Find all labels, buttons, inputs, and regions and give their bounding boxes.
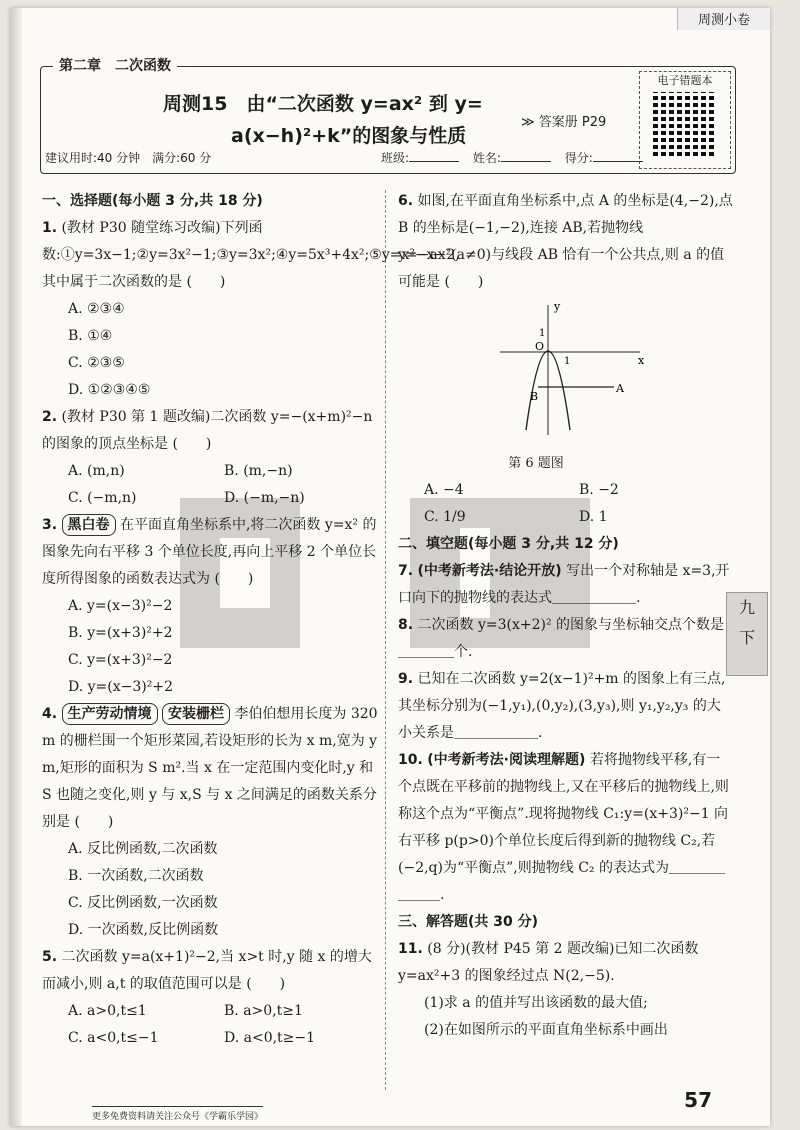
q3-text: 在平面直角坐标系中,将二次函数 y=x² 的图象先向右平移 3 个单位长度,再向上平移 2 个单位长度所得图象的函数表达式为 ( ) [42,517,377,587]
q7-number: 7. [398,563,414,579]
page-spine [10,8,22,1126]
q4-tag-2: 安装栅栏 [162,703,230,725]
q1-option-a[interactable]: A. ②③④ [68,301,125,317]
title-line-1: 周测15 由“二次函数 y=ax² 到 y= [163,93,483,115]
q7-tag: (中考新考法·结论开放) [417,563,562,579]
q6-option-a[interactable]: A. −4 [424,482,464,498]
q11-number: 11. [398,941,423,957]
q9-number: 9. [398,671,414,687]
q2-number: 2. [42,409,58,425]
name-field[interactable] [501,161,551,162]
q6-option-b[interactable]: B. −2 [579,482,619,498]
q4-tag-1: 生产劳动情境 [62,703,158,725]
q10-number: 10. [398,752,423,768]
section-choice-heading: 一、选择题(每小题 3 分,共 18 分) [42,193,263,209]
q6-figure [490,300,650,440]
score-label: 得分: [564,151,593,165]
x-axis-label: x [638,354,645,367]
page-number: 57 [684,1088,712,1112]
q1-number: 1. [42,220,58,236]
q11-subquestion-2: (2)在如图所示的平面直角坐标系中画出 [424,1022,668,1038]
q6-number: 6. [398,193,414,209]
origin-label: O [535,340,545,353]
q1-option-b[interactable]: B. ①④ [68,328,113,344]
score-field[interactable] [593,161,643,162]
question-1 [42,215,460,404]
q2-option-c[interactable]: C. (−m,n) [68,490,137,506]
section-answer-heading: 三、解答题(共 30 分) [398,914,539,930]
answer-reference: ≫ 答案册 P29 [521,115,607,130]
section-fill-heading: 二、填空题(每小题 3 分,共 12 分) [398,536,619,552]
question-7 [398,558,734,612]
q10-tag: (中考新考法·阅读理解题) [427,752,586,768]
q4-option-b[interactable]: B. 一次函数,二次函数 [68,868,204,884]
q4-number: 4. [42,706,58,722]
q5-options-row-1 [42,998,380,1025]
qr-box[interactable] [639,71,731,169]
q3-option-c[interactable]: C. y=(x+3)²−2 [68,652,173,668]
q2-text: (教材 P30 第 1 题改编)二次函数 y=−(x+m)²−n 的图象的顶点坐标是 ( ) [42,409,373,452]
q11-text: (8 分)(教材 P45 第 2 题改编)已知二次函数 y=ax²+3 的图象经过点 N(2,−5). [398,941,699,984]
q6-options-row-2 [398,504,734,531]
question-4 [42,701,380,944]
time-score-meta: 建议用时:40 分钟 满分:60 分 [45,151,212,165]
q7-text: 写出一个对称轴是 x=3,开口向下的抛物线的表达式＿＿＿＿＿＿. [398,563,730,606]
q5-option-c[interactable]: C. a<0,t≤−1 [68,1030,159,1046]
side-tab-line-1: 九 [738,598,755,617]
question-10 [398,747,734,909]
q6-text: 如图,在平面直角坐标系中,点 A 的坐标是(4,−2),点 B 的坐标是(−1,−2),连接 AB,若抛物线 y=−ax²(a≠0)与线段 AB 恰有一个公共点,则 a 的值可能是 ( ) [398,193,733,290]
q5-options-row-2 [42,1025,380,1052]
q10-text: 若将抛物线平移,有一个点既在平移前的抛物线上,又在平移后的抛物线上,则称这个点为“平衡点”.现将抛物线 C₁:y=(x+3)²−1 向右平移 p(p>0)个单位长度后得到新的抛物线 C₂,若(−2,q)为“平衡点”,则抛物线 C₂ 的表达式为＿＿＿＿＿＿＿. [398,752,729,903]
q1-option-c[interactable]: C. ②③⑤ [68,355,125,371]
q8-number: 8. [398,617,414,633]
q2-options-row-2 [42,485,380,512]
test-header [40,58,736,174]
q5-option-b[interactable]: B. a>0,t≥1 [224,1003,303,1019]
q5-number: 5. [42,949,58,965]
class-field[interactable] [409,161,459,162]
q2-option-b[interactable]: B. (m,−n) [224,463,293,479]
q6-option-c[interactable]: C. 1/9 [424,509,466,525]
question-6 [398,188,734,531]
right-column [398,188,734,1044]
qr-code-icon[interactable] [653,92,717,156]
q6-caption: 第 6 题图 [508,456,564,471]
y-unit-label: 1 [539,328,546,339]
question-8 [398,612,734,666]
q11-subquestion-1: (1)求 a 的值并写出该函数的最大值; [424,995,648,1011]
q1-option-d[interactable]: D. ①②③④⑤ [68,382,151,398]
q4-option-c[interactable]: C. 反比例函数,一次函数 [68,895,218,911]
q6-option-d[interactable]: D. 1 [579,509,608,525]
grade-side-tab [726,592,768,676]
q8-text: 二次函数 y=3(x+2)² 的图象与坐标轴交点个数是＿＿＿＿个. [398,617,725,660]
q5-option-a[interactable]: A. a>0,t≤1 [68,1003,147,1019]
question-3 [42,512,380,701]
question-9 [398,666,734,747]
chapter-label: 第二章 二次函数 [53,55,177,75]
title-line-2: a(x−h)²+k”的图象与性质 [231,125,467,147]
qr-label: 电子错题本 [657,74,713,87]
point-b-label: B [530,390,539,403]
q4-option-d[interactable]: D. 一次函数,反比例函数 [68,922,219,938]
side-tab-line-2: 下 [738,628,755,647]
q3-option-a[interactable]: A. y=(x−3)²−2 [68,598,173,614]
top-tag: 周测小卷 [677,8,770,30]
q2-option-d[interactable]: D. (−m,−n) [224,490,305,506]
question-5 [42,944,380,1052]
q5-option-d[interactable]: D. a<0,t≥−1 [224,1030,316,1046]
q6-options-row-1 [398,477,734,504]
point-a-label: A [616,382,624,395]
q5-text: 二次函数 y=a(x+1)²−2,当 x>t 时,y 随 x 的增大而减小,则 a,t 的取值范围可以是 ( ) [42,949,372,992]
student-info [381,149,653,166]
q4-option-a[interactable]: A. 反比例函数,二次函数 [68,841,218,857]
q3-option-b[interactable]: B. y=(x+3)²+2 [68,625,173,641]
question-2 [42,404,380,512]
q2-options-row-1 [42,458,380,485]
question-11 [398,936,734,1044]
q4-text: 李伯伯想用长度为 320 m 的栅栏围一个矩形菜园,若设矩形的长为 x m,宽为 y m,矩形的面积为 S m².当 x 在一定范围内变化时,y 和 S 也随之变化,则 y 与 x,S 与 x 之间满足的函数关系分别是 ( ) [42,706,378,830]
y-axis-label: y [554,300,561,313]
q3-tag: 黑白卷 [62,514,116,536]
q9-text: 已知在二次函数 y=2(x−1)²+m 的图象上有三点,其坐标分别为(−1,y₁),(0,y₂),(3,y₃),则 y₁,y₂,y₃ 的大小关系是＿＿＿＿＿＿. [398,671,726,741]
class-label: 班级: [381,151,410,165]
q3-number: 3. [42,517,58,533]
page [10,8,770,1126]
footer-note: 更多免费资料请关注公众号《学霸乐学园》 [92,1106,263,1122]
name-label: 姓名: [472,151,501,165]
column-divider [385,190,386,1090]
q2-option-a[interactable]: A. (m,n) [68,463,125,479]
q3-option-d[interactable]: D. y=(x−3)²+2 [68,679,173,695]
x-unit-label: 1 [564,356,571,367]
q1-text: (教材 P30 随堂练习改编)下列函数:①y=3x−1;②y=3x²−1;③y=3x²;④y=5x³+4x²;⑤y=x²−x−2,其中属于二次函数的是 ( ) [42,220,460,290]
